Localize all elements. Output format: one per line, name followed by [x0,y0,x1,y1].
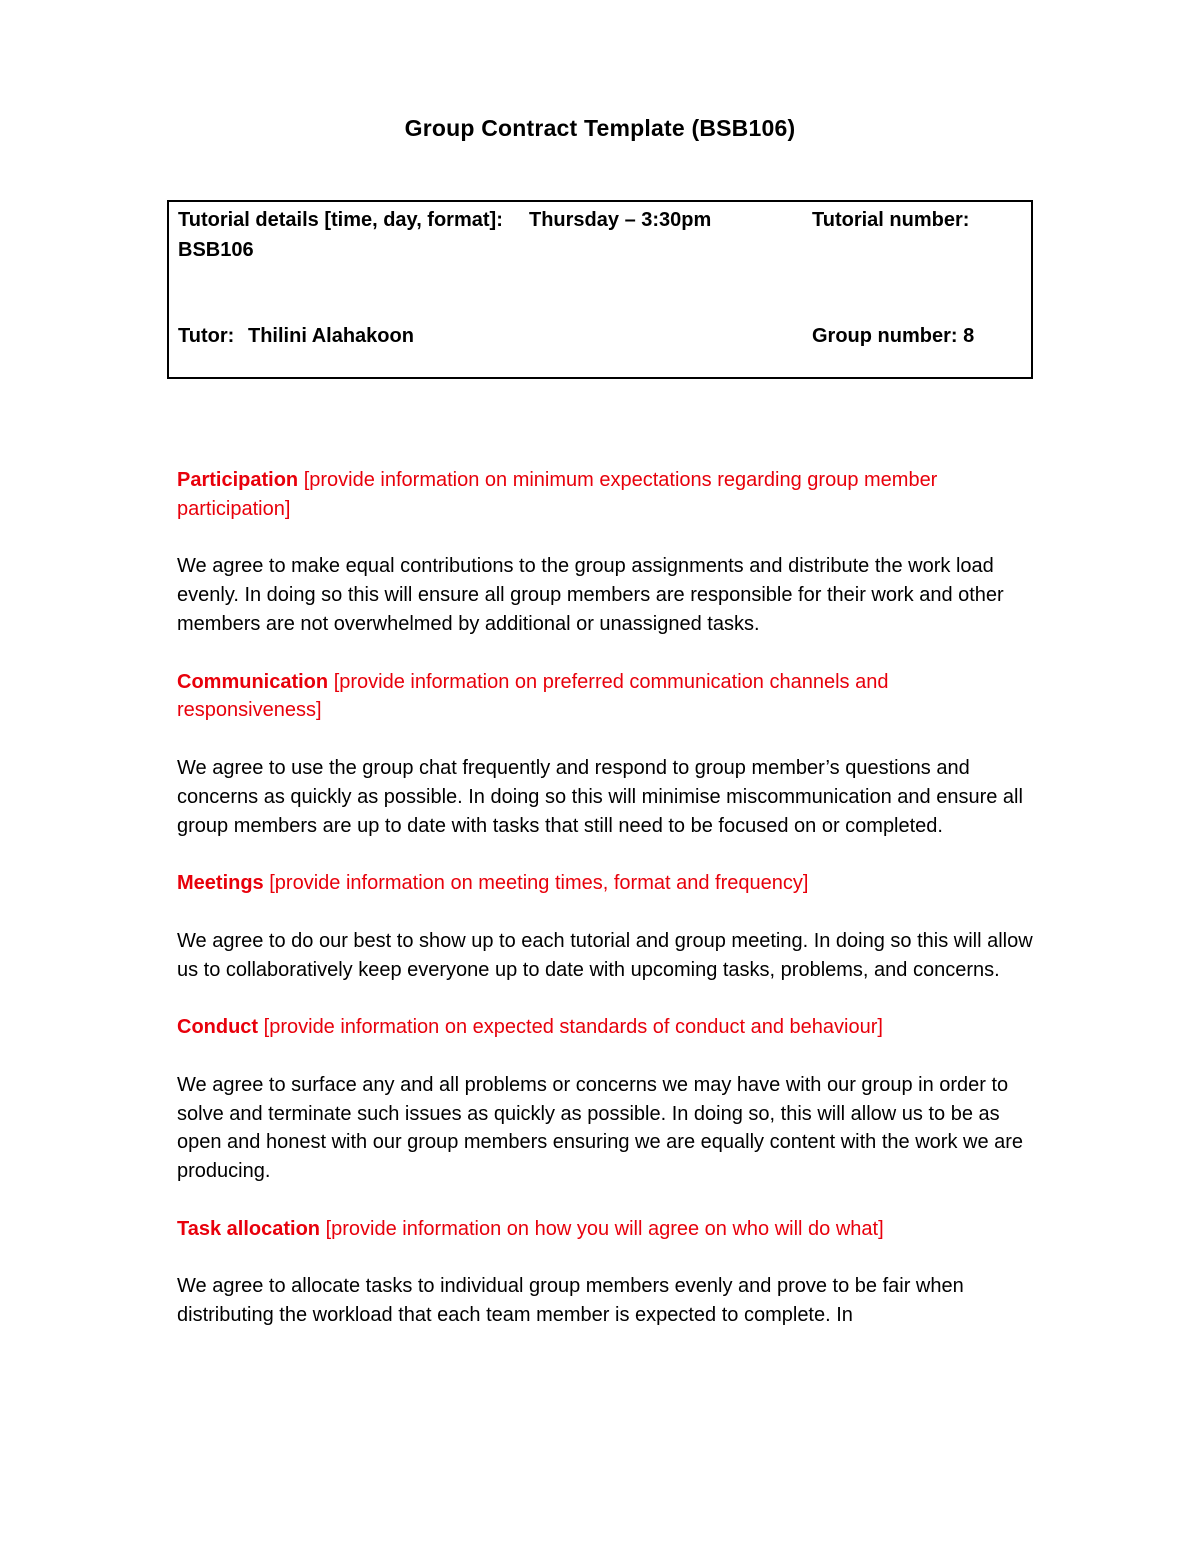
section-prompt: [provide information on expected standards of conduct and behaviour] [263,1016,883,1039]
document-title: Group Contract Template (BSB106) [404,115,796,141]
tutorial-details-label: Tutorial details [time, day, format]: [178,209,503,231]
tutor-label: Tutor: [178,325,235,347]
section-text-participation: We agree to make equal contributions to the group assignments and distribute the work load evenly. In doing so this will ensure all group members are responsible for their work and other members are not overwhelmed by additional or unassigned tasks. [177,555,1004,635]
section-prompt: [provide information on minimum expectations regarding group member participation] [177,469,938,520]
group-number: Group number: 8 [812,325,975,347]
section-heading-meetings [177,869,1037,898]
section-text-meetings: We agree to do our best to show up to each tutorial and group meeting. In doing so this will allow us to collaboratively keep everyone up to date with upcoming tasks, problems, and concerns. [177,929,1033,981]
section-prompt: [provide information on preferred communication channels and responsiveness] [177,670,889,722]
section-title: Conduct [177,1016,259,1039]
tutorial-number-value: BSB106 [178,239,254,261]
section-heading-conduct [177,1013,1037,1042]
section-heading-task-allocation [177,1215,1037,1244]
section-text-conduct: We agree to surface any and all problems or concerns we may have with our group in order to solve and terminate such issues as quickly as possible. In doing so, this will allow us to be as open and honest with our group members ensuring we are equally content with the work we are producing. [177,1073,1024,1183]
section-heading-communication [177,668,1037,726]
section-prompt: [provide information on how you will agree on who will do what] [325,1217,884,1240]
section-text-communication: We agree to use the group chat frequently and respond to group member’s questions and concerns as quickly as possible. In doing so this will minimise miscommunication and ensure all group members are up to date with tasks that still need to be focused on or completed. [177,756,1023,837]
section-title: Communication [177,670,329,693]
section-title: Participation [177,469,299,491]
section-heading-participation [177,466,1037,524]
section-title: Meetings [177,872,264,895]
section-prompt: [provide information on meeting times, format and frequency] [269,872,809,895]
tutorial-number-label: Tutorial number: [812,209,970,231]
tutorial-details-value: Thursday – 3:30pm [529,209,712,231]
contract-body [177,466,1037,1359]
tutorial-details-box [167,200,1033,379]
section-text-task-allocation: We agree to allocate tasks to individual group members evenly and prove to be fair when distributing the workload that each team member is expected to complete. In [177,1275,964,1327]
section-title: Task allocation [177,1217,321,1240]
tutor-name: Thilini Alahakoon [248,325,414,347]
